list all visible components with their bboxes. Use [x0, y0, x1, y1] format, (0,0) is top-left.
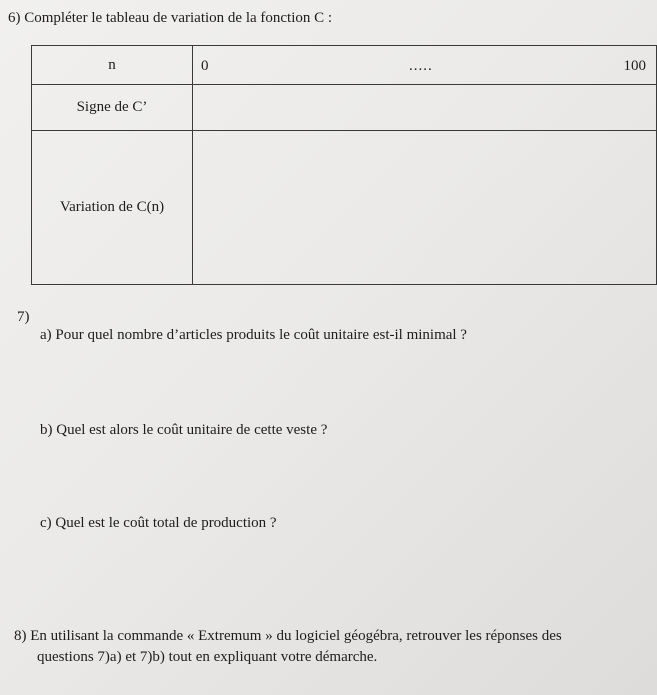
- question-6: 6) Compléter le tableau de variation de la fonction C :: [8, 10, 333, 26]
- question-8-line2: questions 7)a) et 7)b) tout en expliquant votre démarche.: [37, 649, 378, 665]
- variation-table: [31, 45, 657, 285]
- question-7b: b) Quel est alors le coût unitaire de cette veste ?: [40, 422, 328, 438]
- table-row: [32, 131, 657, 285]
- variation-row-cell: [193, 131, 657, 285]
- sign-row-label: Signe de C’: [32, 85, 193, 131]
- sign-row-cell: [193, 85, 657, 131]
- question-8-line1: 8) En utilisant la commande « Extremum » du logiciel géogébra, retrouver les réponses des: [14, 628, 562, 644]
- table-row: [32, 46, 657, 85]
- header-values-cell: [193, 46, 657, 85]
- value-0: 0: [201, 58, 209, 74]
- question-7a: a) Pour quel nombre d’articles produits le coût unitaire est-il minimal ?: [40, 327, 467, 343]
- question-7c: c) Quel est le coût total de production ?: [40, 515, 277, 531]
- question-7-number: 7): [17, 309, 30, 325]
- question-8: [14, 626, 644, 668]
- header-label-n: n: [32, 46, 193, 85]
- table-row: [32, 85, 657, 131]
- variation-row-label: Variation de C(n): [32, 131, 193, 285]
- value-100: 100: [623, 58, 646, 74]
- value-dots: .....: [409, 58, 433, 74]
